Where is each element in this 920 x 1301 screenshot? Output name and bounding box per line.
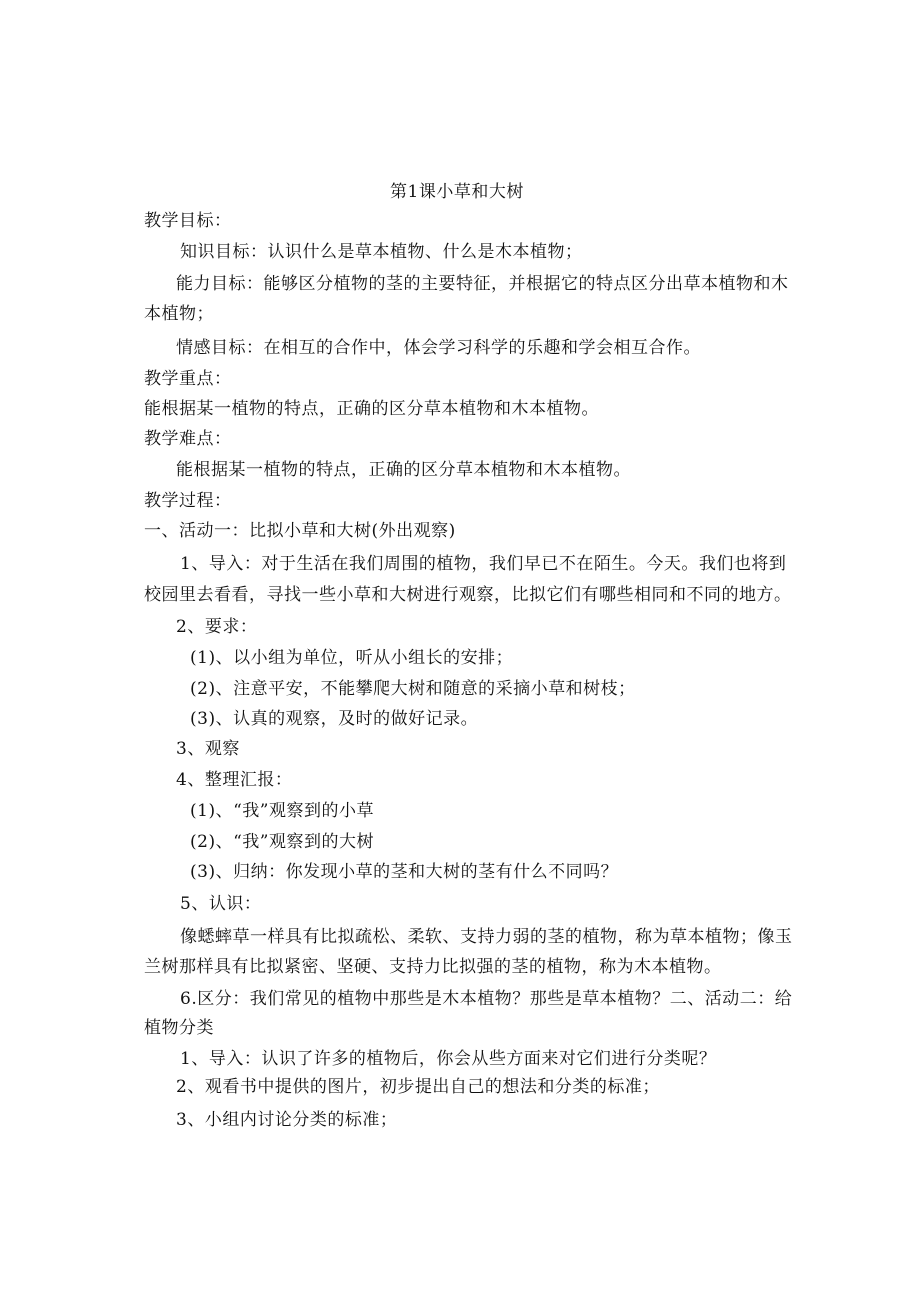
a1-report-1: (1)、“我”观察到的小草 <box>190 801 374 821</box>
process-heading: 教学过程： <box>144 491 232 511</box>
a1-requirements: 2、要求： <box>176 617 258 637</box>
difficulty-heading: 教学难点： <box>144 429 232 449</box>
a1-requirement-3: (3)、认真的观察，及时的做好记录。 <box>190 709 479 729</box>
a1-know-line2: 兰树那样具有比拟紧密、坚硬、支持力比拟强的茎的植物，称为木本植物。 <box>144 957 722 977</box>
document-title: 第1课小草和大树 <box>390 182 524 202</box>
a1-know-line1: 像蟋蟀草一样具有比拟疏松、柔软、支持力弱的茎的植物，称为草本植物；像玉 <box>180 927 793 947</box>
key-point-text: 能根据某一植物的特点，正确的区分草本植物和木本植物。 <box>144 399 599 419</box>
objectives-heading: 教学目标： <box>144 211 232 231</box>
objective-knowledge: 知识目标：认识什么是草本植物、什么是木本植物； <box>180 242 583 262</box>
a1-report-3: (3)、归纳：你发现小草的茎和大树的茎有什么不同吗？ <box>190 862 619 882</box>
a2-intro: 1、导入：认识了许多的植物后，你会从些方面来对它们进行分类呢？ <box>180 1049 717 1069</box>
a1-observe: 3、观察 <box>176 739 240 759</box>
objective-emotion: 情感目标：在相互的合作中，体会学习科学的乐趣和学会相互合作。 <box>176 338 701 358</box>
key-point-heading: 教学重点： <box>144 369 232 389</box>
a1-distinguish-line2: 植物分类 <box>144 1018 214 1038</box>
activity1-heading: 一、活动一：比拟小草和大树(外出观察) <box>144 521 456 541</box>
a1-intro-line2: 校园里去看看，寻找一些小草和大树进行观察，比拟它们有哪些相同和不同的地方。 <box>144 585 792 605</box>
a1-intro-line1: 1、导入：对于生活在我们周围的植物，我们早已不在陌生。今天。我们也将到 <box>180 554 787 574</box>
a1-distinguish-line1: 6.区分：我们常见的植物中那些是木本植物？那些是草本植物？二、活动二：给 <box>180 989 793 1009</box>
difficulty-text: 能根据某一植物的特点，正确的区分草本植物和木本植物。 <box>176 460 631 480</box>
a1-requirement-1: (1)、以小组为单位，听从小组长的安排； <box>190 648 514 668</box>
a1-report-2: (2)、“我”观察到的大树 <box>190 832 374 852</box>
a2-view: 2、观看书中提供的图片，初步提出自己的想法和分类的标准； <box>176 1077 660 1097</box>
a1-requirement-2: (2)、注意平安，不能攀爬大树和随意的采摘小草和树枝； <box>190 679 636 699</box>
objective-ability-line2: 本植物； <box>144 304 214 324</box>
objective-ability-line1: 能力目标：能够区分植物的茎的主要特征，并根据它的特点区分出草本植物和木 <box>176 274 789 294</box>
a2-discuss: 3、小组内讨论分类的标准； <box>176 1110 398 1130</box>
a1-report: 4、整理汇报： <box>176 770 293 790</box>
a1-know: 5、认识： <box>180 894 262 914</box>
